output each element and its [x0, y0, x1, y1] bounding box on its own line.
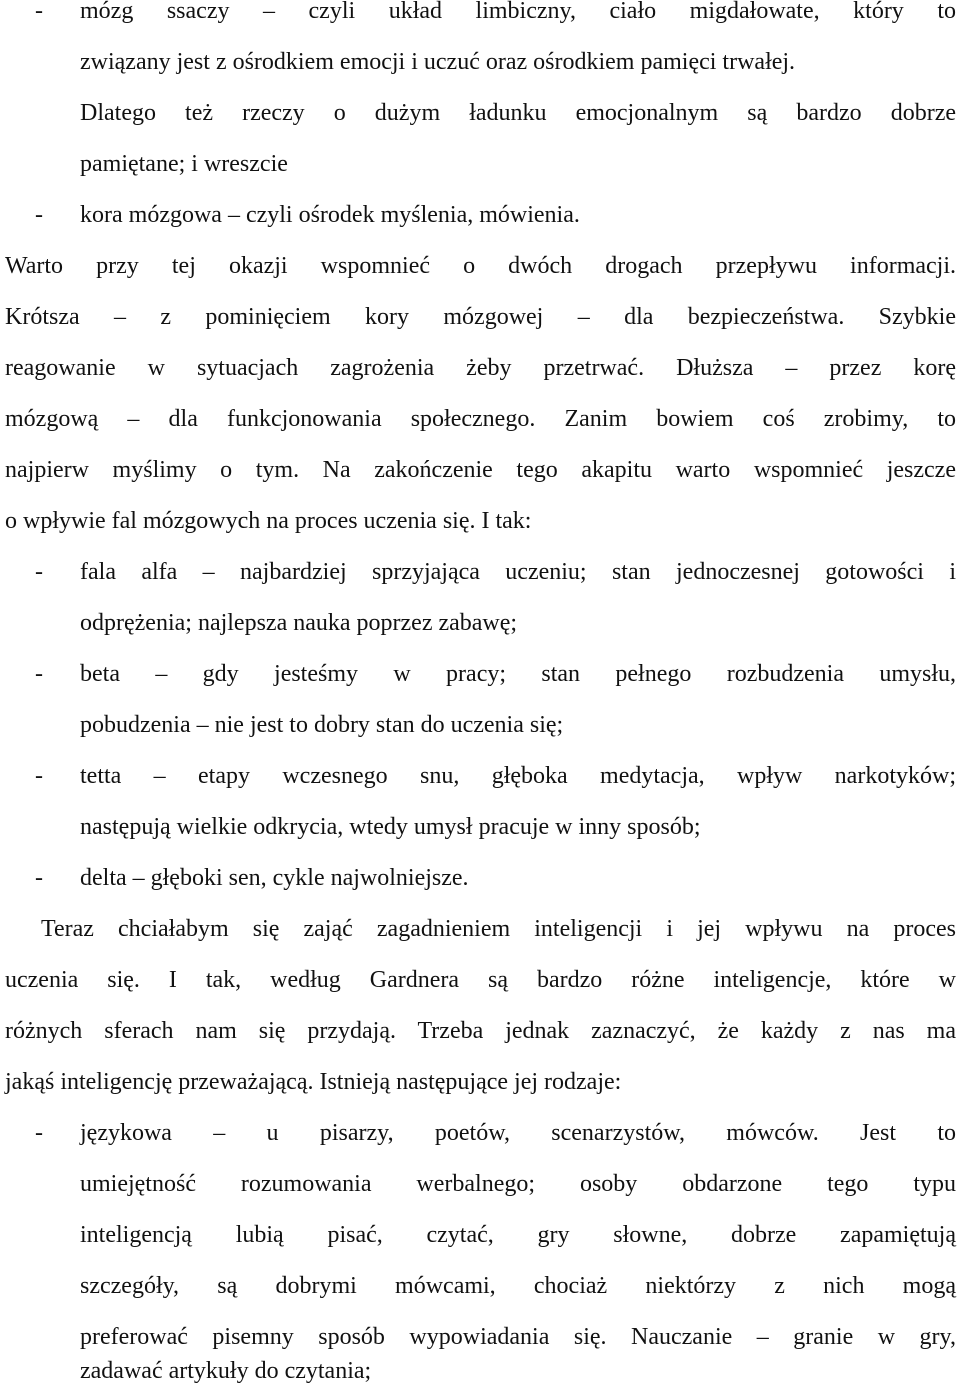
text-line: zadawać artykuły do czytania; [80, 1358, 372, 1384]
text-line: umiejętność rozumowania werbalnego; osoby obdarzone tego typu [80, 1171, 956, 1197]
text-line: następują wielkie odkrycia, wtedy umysł pracuje w inny sposób; [80, 814, 701, 840]
text-line: inteligencją lubią pisać, czytać, gry słowne, dobrze zapamiętują [80, 1222, 956, 1248]
text-line: mózgową – dla funkcjonowania społecznego. Zanim bowiem coś zrobimy, to [5, 406, 956, 432]
text-line: Warto przy tej okazji wspomnieć o dwóch drogach przepływu informacji. [5, 253, 956, 279]
text-line: reagowanie w sytuacjach zagrożenia żeby przetrwać. Dłuższa – przez korę [5, 355, 956, 381]
text-line: o wpływie fal mózgowych na proces uczenia się. I tak: [5, 508, 532, 534]
list-bullet: - [35, 559, 43, 585]
text-line: szczegóły, są dobrymi mówcami, chociaż niektórzy z nich mogą [80, 1273, 956, 1299]
list-bullet: - [35, 0, 43, 24]
text-line: delta – głęboki sen, cykle najwolniejsze. [80, 865, 469, 891]
text-line: fala alfa – najbardziej sprzyjająca uczeniu; stan jednoczesnej gotowości i [80, 559, 956, 585]
text-line: kora mózgowa – czyli ośrodek myślenia, mówienia. [80, 202, 580, 228]
text-line: Krótsza – z pominięciem kory mózgowej – dla bezpieczeństwa. Szybkie [5, 304, 956, 330]
text-line: tetta – etapy wczesnego snu, głęboka medytacja, wpływ narkotyków; [80, 763, 956, 789]
text-line: pobudzenia – nie jest to dobry stan do uczenia się; [80, 712, 564, 738]
text-line: mózg ssaczy – czyli układ limbiczny, ciało migdałowate, który to [80, 0, 956, 24]
text-line: związany jest z ośrodkiem emocji i uczuć oraz ośrodkiem pamięci trwałej. [80, 49, 796, 75]
text-line: najpierw myślimy o tym. Na zakończenie tego akapitu warto wspomnieć jeszcze [5, 457, 956, 483]
text-line: pamiętane; i wreszcie [80, 151, 288, 177]
list-bullet: - [35, 202, 43, 228]
text-line: językowa – u pisarzy, poetów, scenarzystów, mówców. Jest to [80, 1120, 956, 1146]
text-line: jakąś inteligencję przeważającą. Istnieją następujące jej rodzaje: [5, 1069, 622, 1095]
list-bullet: - [35, 865, 43, 891]
text-line: odprężenia; najlepsza nauka poprzez zabawę; [80, 610, 518, 636]
text-line: Dlatego też rzeczy o dużym ładunku emocjonalnym są bardzo dobrze [80, 100, 956, 126]
list-bullet: - [35, 661, 43, 687]
text-line: różnych sferach nam się przydają. Trzeba jednak zaznaczyć, że każdy z nas ma [5, 1018, 956, 1044]
text-line: preferować pisemny sposób wypowiadania się. Nauczanie – granie w gry, [80, 1324, 956, 1350]
text-line: uczenia się. I tak, według Gardnera są bardzo różne inteligencje, które w [5, 967, 956, 993]
text-line: beta – gdy jesteśmy w pracy; stan pełnego rozbudzenia umysłu, [80, 661, 956, 687]
text-line: Teraz chciałabym się zająć zagadnieniem inteligencji i jej wpływu na proces [41, 916, 956, 942]
list-bullet: - [35, 1120, 43, 1146]
list-bullet: - [35, 763, 43, 789]
